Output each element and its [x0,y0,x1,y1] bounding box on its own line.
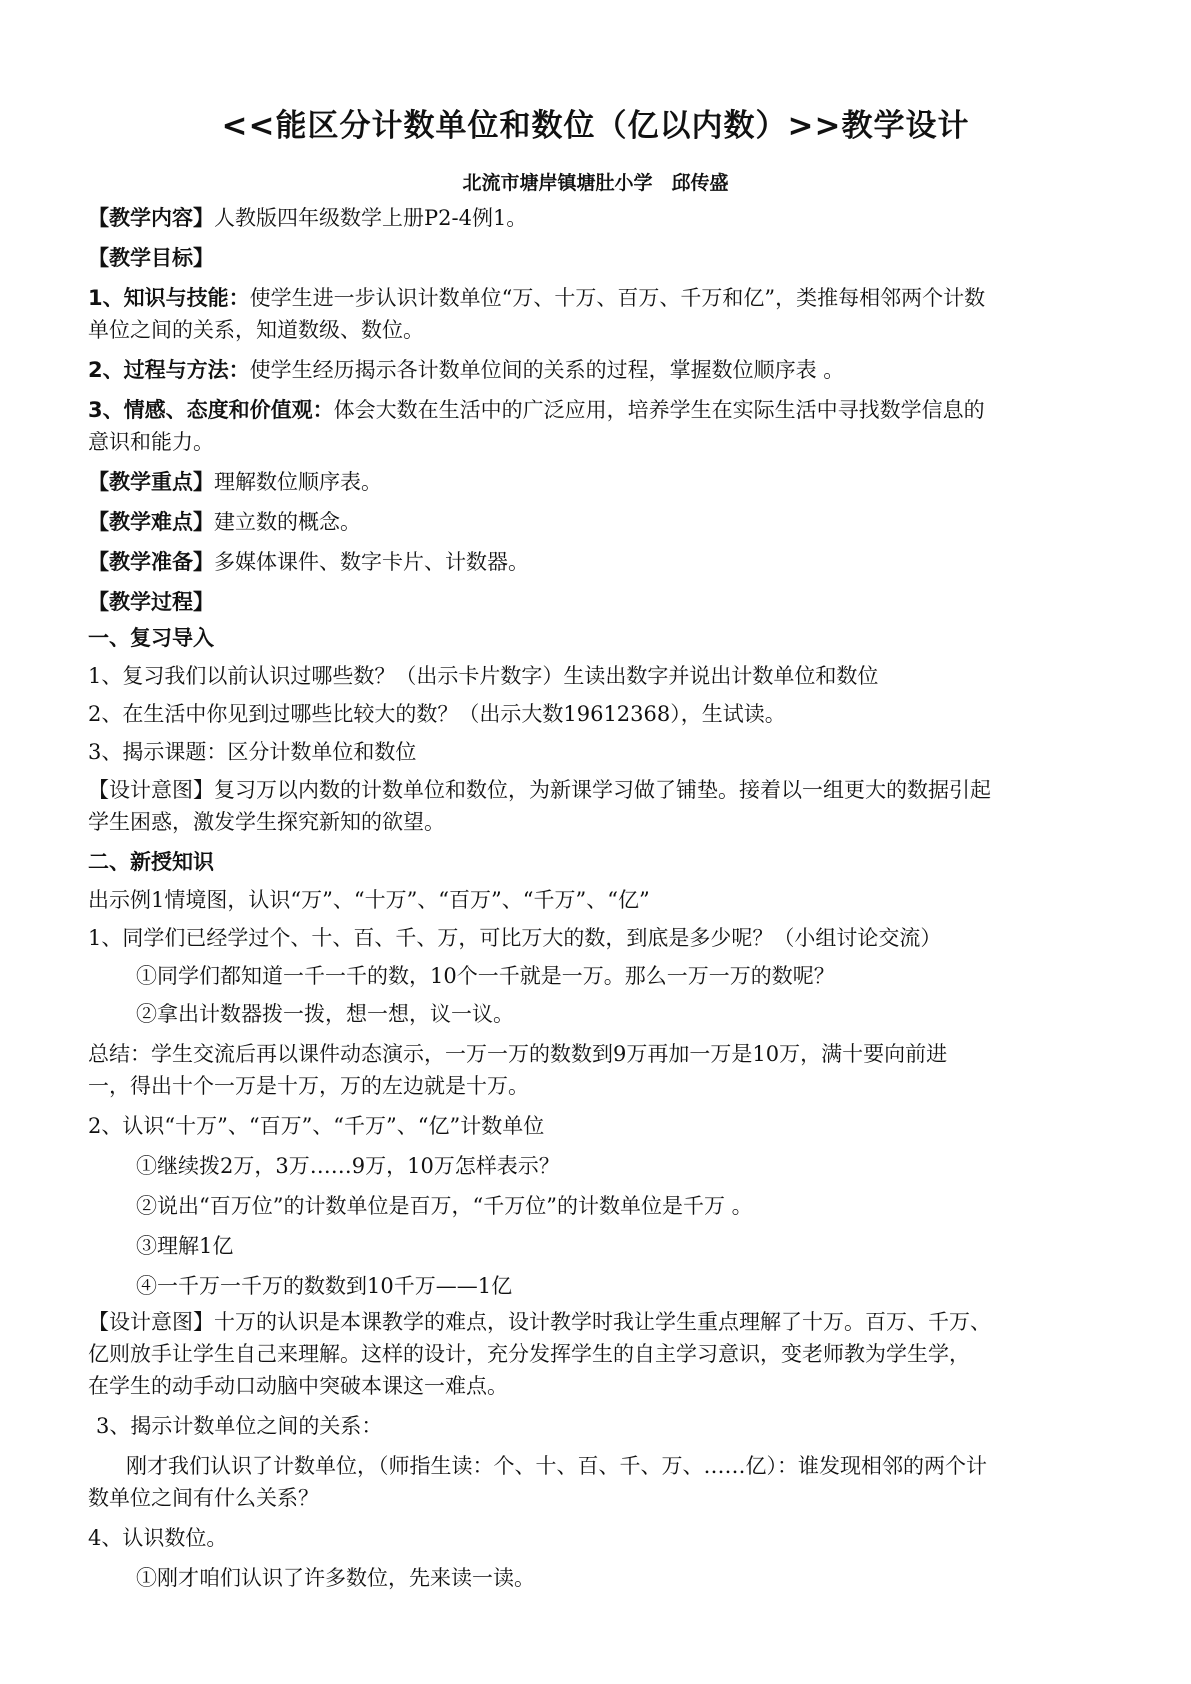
goal-1-label: 1、知识与技能： [88,286,250,310]
list-item: ③理解1亿 [136,1234,234,1258]
list-item: 3、揭示课题：区分计数单位和数位 [88,740,417,764]
list-item: ①刚才咱们认识了许多数位，先来读一读。 [136,1566,535,1590]
section-2-intro: 出示例1情境图，认识“万”、“十万”、“百万”、“千万”、“亿” [88,888,650,912]
goal-2-text: 使学生经历揭示各计数单位间的关系的过程，掌握数位顺序表 。 [249,358,845,382]
list-item: ②拿出计数器拨一拨，想一想，议一议。 [136,1002,514,1026]
question-3-text: 刚才我们认识了计数单位，（师指生读：个、十、百、千、万、……亿）：谁发现相邻的两个计 [126,1454,987,1478]
content-label: 【教学内容】 [88,206,214,230]
content-text: 人教版四年级数学上册P2-4例1。 [214,206,528,230]
goal-2-line [88,354,1108,386]
goal-1-continued: 单位之间的关系，知道数级、数位。 [88,318,424,342]
goal-1-text: 使学生进一步认识计数单位“万、十万、百万、千万和亿”，类推每相邻两个计数 [249,286,986,310]
section-2-heading: 二、新授知识 [88,850,214,874]
content-line [88,202,1108,234]
question-1: 1、同学们已经学过个、十、百、千、万，可比万大的数，到底是多少呢？（小组讨论交流） [88,926,942,950]
question-2: 2、认识“十万”、“百万”、“千万”、“亿”计数单位 [88,1114,545,1138]
process-label: 【教学过程】 [88,590,214,614]
goals-label: 【教学目标】 [88,246,214,270]
list-item: 1、复习我们以前认识过哪些数？（出示卡片数字）生读出数字并说出计数单位和数位 [88,664,879,688]
difficulty-line [88,506,1108,538]
question-4: 4、认识数位。 [88,1526,228,1550]
prep-line [88,546,1108,578]
list-item: 2、在生活中你见到过哪些比较大的数？（出示大数19612368），生试读。 [88,702,786,726]
key-point-text: 理解数位顺序表。 [214,470,382,494]
list-item: ①继续拨2万，3万……9万，10万怎样表示？ [136,1154,560,1178]
goal-3-continued: 意识和能力。 [88,430,214,454]
key-point-line [88,466,1108,498]
author-line: 北流市塘岸镇塘肚小学 邱传盛 [462,172,729,194]
goal-1-line [88,282,1108,314]
section-1-heading: 一、复习导入 [88,626,214,650]
difficulty-label: 【教学难点】 [88,510,214,534]
goal-2-label: 2、过程与方法： [88,358,250,382]
question-3-text-continued: 数单位之间有什么关系？ [88,1486,319,1510]
section-1-intent: 【设计意图】复习万以内数的计数单位和数位，为新课学习做了铺垫。接着以一组更大的数据引起 [88,778,991,802]
section-2-intent: 【设计意图】十万的认识是本课教学的难点，设计教学时我让学生重点理解了十万。百万、千万、 [88,1310,991,1334]
section-1-intent-continued: 学生困惑，激发学生探究新知的欲望。 [88,810,445,834]
prep-label: 【教学准备】 [88,550,214,574]
page-title: <<能区分计数单位和数位（亿以内数）>>教学设计 [221,108,970,144]
summary: 总结：学生交流后再以课件动态演示，一万一万的数数到9万再加一万是10万，满十要向前进 [88,1042,948,1066]
difficulty-text: 建立数的概念。 [214,510,361,534]
list-item: ④一千万一千万的数数到10千万——1亿 [136,1274,513,1298]
prep-text: 多媒体课件、数字卡片、计数器。 [214,550,529,574]
goal-3-text: 体会大数在生活中的广泛应用，培养学生在实际生活中寻找数学信息的 [333,398,985,422]
section-2-intent-continued: 亿则放手让学生自己来理解。这样的设计，充分发挥学生的自主学习意识，变老师教为学生学， [88,1342,970,1366]
list-item: ①同学们都知道一千一千的数，10个一千就是一万。那么一万一万的数呢？ [136,964,835,988]
question-3: 3、揭示计数单位之间的关系： [96,1414,383,1438]
goal-3-line [88,394,1108,426]
section-2-intent-continued: 在学生的动手动口动脑中突破本课这一难点。 [88,1374,508,1398]
list-item: ②说出“百万位”的计数单位是百万，“千万位”的计数单位是千万 。 [136,1194,753,1218]
goal-3-label: 3、情感、态度和价值观： [88,398,334,422]
key-point-label: 【教学重点】 [88,470,214,494]
summary-continued: 一，得出十个一万是十万，万的左边就是十万。 [88,1074,529,1098]
